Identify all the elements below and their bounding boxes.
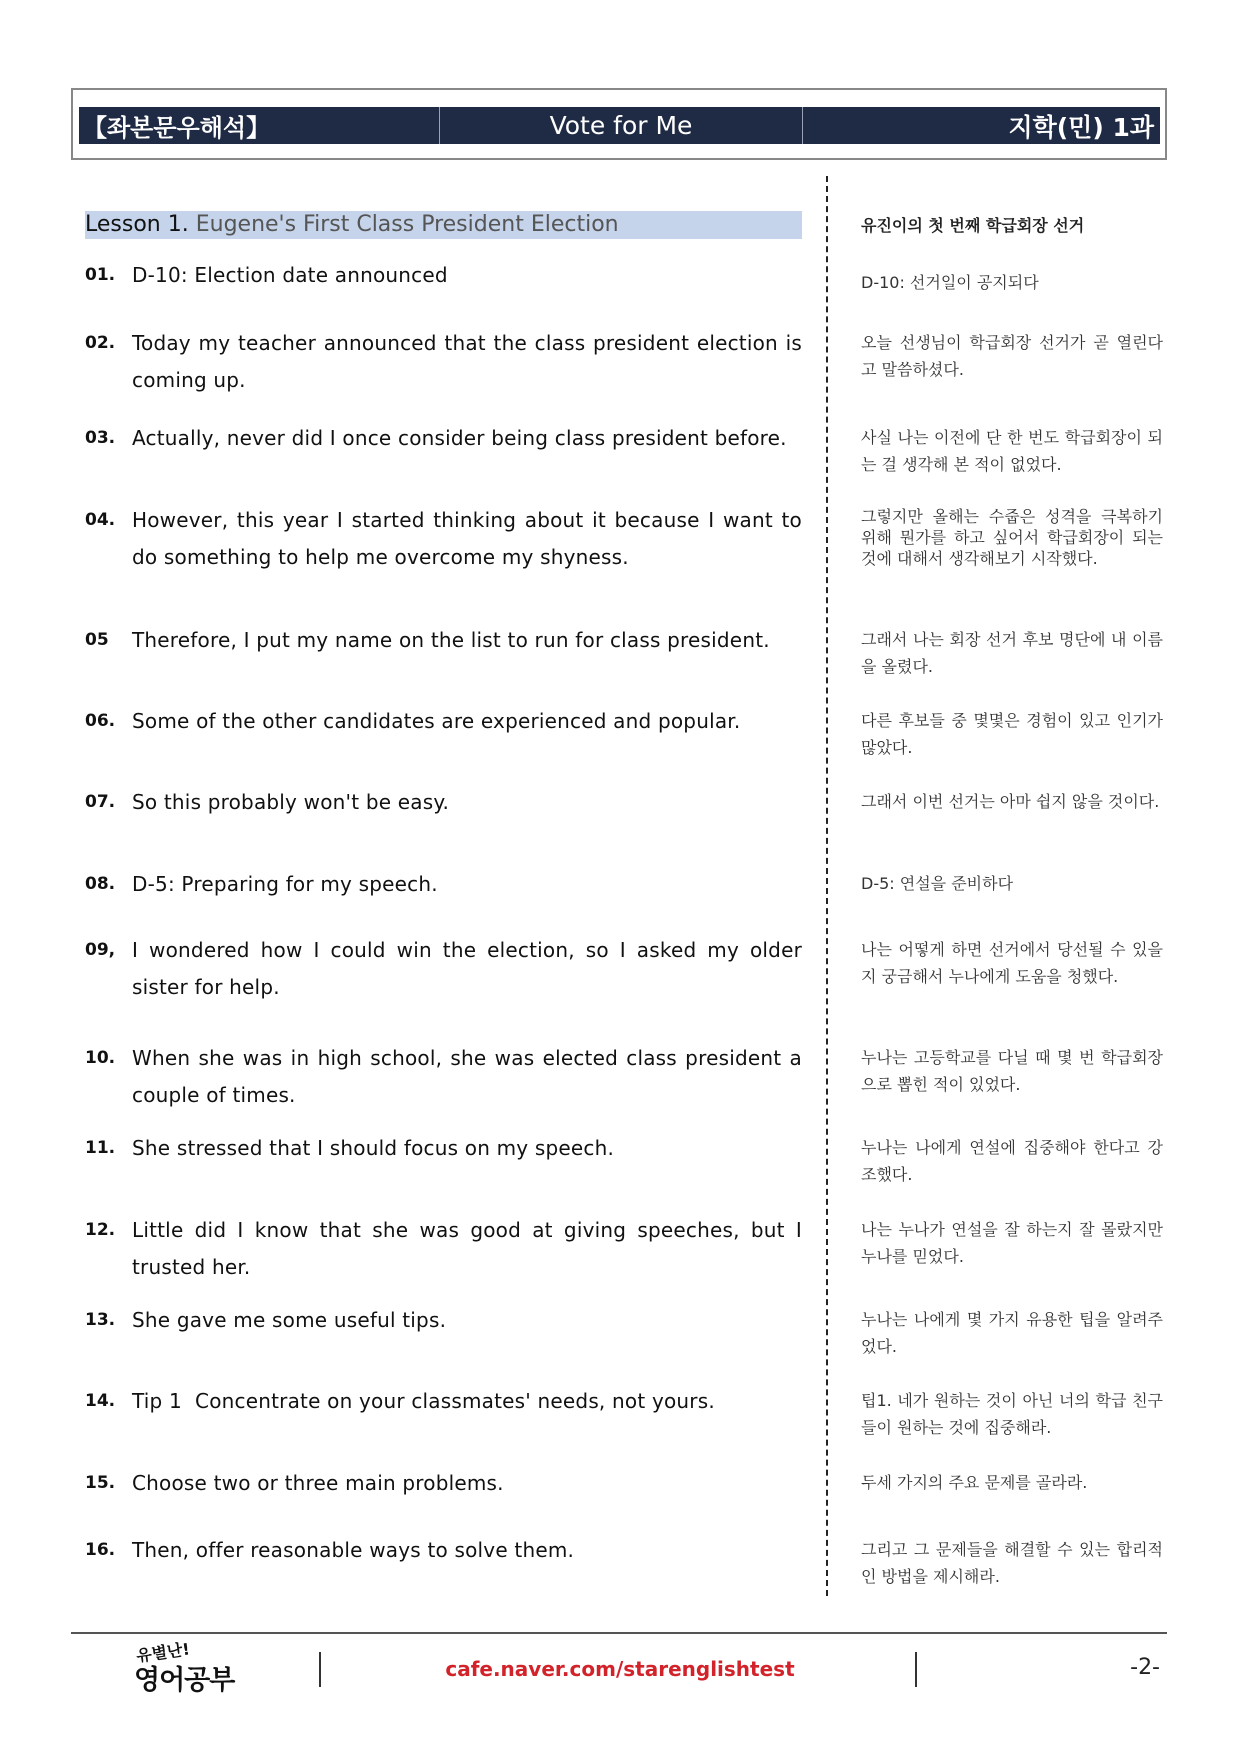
sentence-number: 09, [85,940,116,960]
sentence-korean: 사실 나는 이전에 단 한 번도 학급회장이 되는 걸 생각해 본 적이 없었다. [861,428,1163,474]
sentence-korean: 그렇지만 올해는 수줍은 성격을 극복하기 위해 뭔가를 하고 싶어서 학급회장이 되는 것에 대해서 생각해보기 시작했다. [861,507,1163,568]
sentence-korean: 그래서 나는 회장 선거 후보 명단에 내 이름을 올렸다. [861,630,1163,676]
sentence-english: Today my teacher announced that the class president election is coming up. [132,331,802,392]
sentence-number: 01. [85,265,116,285]
sentence-korean: D-10: 선거일이 공지되다 [861,273,1039,292]
sentence-korean: 나는 어떻게 하면 선거에서 당선될 수 있을지 궁금해서 누나에게 도움을 청했다. [861,940,1163,986]
sentence-english: I wondered how I could win the election, so I asked my older sister for help. [132,938,802,999]
sentence-korean: 누나는 나에게 몇 가지 유용한 팁을 알려주었다. [861,1310,1163,1356]
sentence-english: She stressed that I should focus on my speech. [132,1136,615,1160]
sentence-number: 02. [85,333,116,353]
sentence-korean: 나는 누나가 연설을 잘 하는지 잘 몰랐지만 누나를 믿었다. [861,1220,1163,1266]
header-category: 【좌본문우해석】 [79,107,440,144]
header-bar [79,107,1160,144]
sentence-english: Actually, never did I once consider being class president before. [132,426,787,450]
sentence-number: 12. [85,1220,116,1240]
sentence-korean: 두세 가지의 주요 문제를 골라라. [861,1473,1088,1492]
sentence-korean: 누나는 고등학교를 다닐 때 몇 번 학급회장으로 뽑힌 적이 있었다. [861,1048,1163,1094]
sentence-korean: 그래서 이번 선거는 아마 쉽지 않을 것이다. [861,792,1160,811]
sentence-english: She gave me some useful tips. [132,1308,447,1332]
sentence-number: 11. [85,1138,116,1158]
sentence-number: 05 [85,630,109,650]
sentence-number: 03. [85,428,116,448]
sentence-english: Then, offer reasonable ways to solve them. [132,1538,575,1562]
footer-separator [915,1652,917,1687]
sentence-number: 16. [85,1540,116,1560]
sentence-number: 13. [85,1310,116,1330]
brand-logo-name: 영어공부 [134,1665,235,1696]
footer-url-link[interactable]: cafe.naver.com/starenglishtest [445,1657,795,1681]
sentence-korean: 그리고 그 문제들을 해결할 수 있는 합리적인 방법을 제시해라. [861,1540,1163,1586]
sentence-english: D-5: Preparing for my speech. [132,872,438,896]
brand-logo-tagline: 유별난! [135,1639,191,1666]
sentence-number: 08. [85,874,116,894]
sentence-english: Little did I know that she was good at giving speeches, but I trusted her. [132,1218,802,1279]
header-textbook-unit: 지학(민) 1과 [1008,112,1154,142]
sentence-english: Some of the other candidates are experienced and popular. [132,709,741,733]
lesson-number: Lesson 1. [85,212,189,237]
column-divider [826,176,828,1596]
sentence-korean: 누나는 나에게 연설에 집중해야 한다고 강조했다. [861,1138,1163,1184]
sentence-english: Therefore, I put my name on the list to run for class president. [132,628,770,652]
sentence-number: 14. [85,1391,116,1411]
lesson-heading-translation: 유진이의 첫 번째 학급회장 선거 [861,216,1085,235]
brand-logo [130,1640,250,1695]
sentence-english: D-10: Election date announced [132,263,448,287]
sentence-number: 10. [85,1048,116,1068]
lesson-name: Eugene's First Class President Election [195,212,619,237]
sentence-number: 04. [85,510,116,530]
sentence-english: When she was in high school, she was elected class president a couple of times. [132,1046,802,1107]
sentence-number: 07. [85,792,116,812]
sentence-korean: 오늘 선생님이 학급회장 선거가 곧 열린다고 말씀하셨다. [861,333,1163,379]
sentence-number: 15. [85,1473,116,1493]
page-number: -2- [1130,1655,1160,1680]
footer-separator [319,1652,321,1687]
footer-rule [71,1632,1167,1634]
sentence-english: However, this year I started thinking about it because I want to do something to help me overcome my shyness. [132,508,802,569]
sentence-korean: 다른 후보들 중 몇몇은 경험이 있고 인기가 많았다. [861,711,1163,757]
lesson-heading [85,211,802,239]
sentence-english: Choose two or three main problems. [132,1471,504,1495]
header-lesson-title: Vote for Me [440,107,803,144]
sentence-korean: D-5: 연설을 준비하다 [861,874,1014,893]
sentence-number: 06. [85,711,116,731]
sentence-korean: 팁1. 네가 원하는 것이 아닌 너의 학급 친구들이 원하는 것에 집중해라. [861,1391,1163,1437]
sentence-english: Tip 1 Concentrate on your classmates' needs, not yours. [132,1389,715,1413]
sentence-english: So this probably won't be easy. [132,790,450,814]
